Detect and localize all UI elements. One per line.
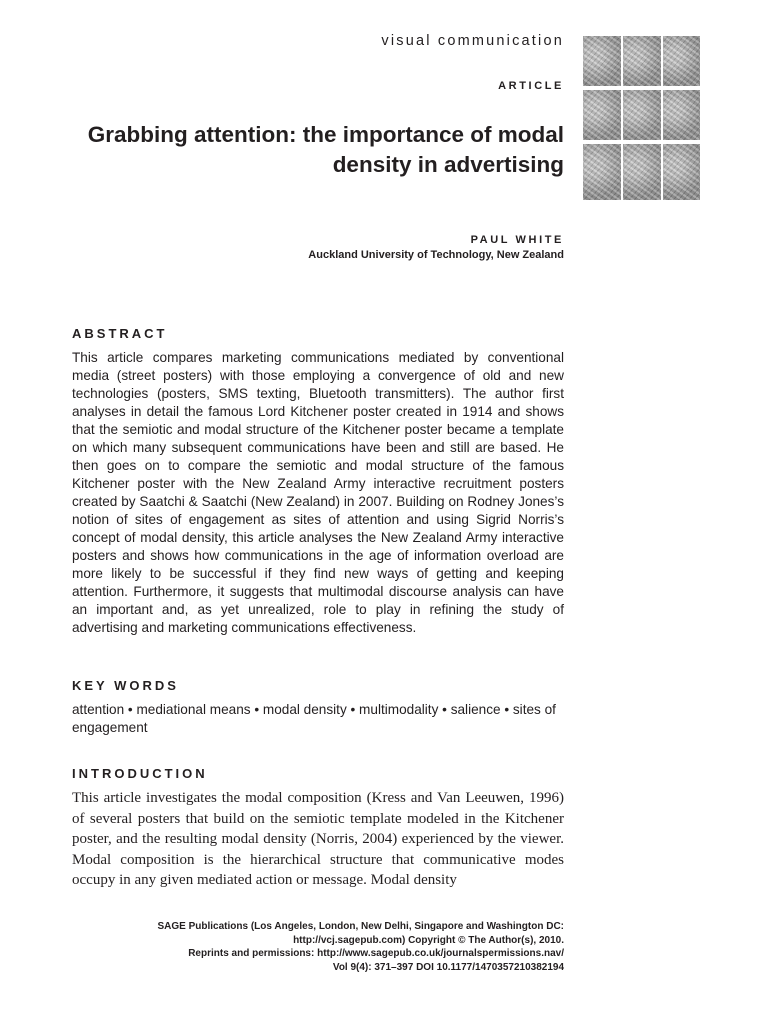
journal-name: visual communication	[381, 33, 564, 49]
footer-line-permissions: Reprints and permissions: http://www.sagepub.co.uk/journalspermissions.nav/	[188, 948, 564, 959]
image-tile	[663, 36, 700, 86]
footer-line-citation: Vol 9(4): 371–397 DOI 10.1177/1470357210382194	[332, 961, 564, 973]
abstract-heading: ABSTRACT	[72, 326, 168, 341]
keywords-text: attention • mediational means • modal density • multimodality • salience • sites of engagement	[72, 702, 556, 735]
footer-line-copyright: http://vcj.sagepub.com) Copyright © The Author(s), 2010.	[293, 934, 564, 946]
image-tile	[623, 36, 661, 86]
image-tile	[623, 144, 661, 200]
abstract-text: This article compares marketing communications mediated by conventional media (street posters) with those employing a convergence of old and new technologies (posters, SMS texting, Bluetooth transmitters). The author first analyses in detail the famous Lord Kitchener poster created in 1914 and shows that the semiotic and modal structure of the Kitchener poster became a template on which many subsequent communications have been and still are based. He then goes on to compare the semiotic and modal structure of the famous Kitchener poster with the New Zealand Army interactive recruitment posters created by Saatchi & Saatchi (New Zealand) in 2007. Building on Rodney Jones’s notion of sites of engagement as sites of attention and using Sigrid Norris’s concept of modal density, this article analyses the New Zealand Army interactive posters and shows how communications in the age of information overload are more likely to be successful if they find new ways of getting and keeping attention. Furthermore, it suggests that multimodal discourse analysis can have an important and, as yet unrealized, role to play in refining the study of advertising and marketing communications effectiveness.	[72, 350, 564, 635]
article-type-label: ARTICLE	[498, 80, 564, 92]
introduction-text: This article investigates the modal composition (Kress and Van Leeuwen, 1996) of several posters that build on the semiotic template modeled in the Kitchener poster, and the resulting modal density (Norris, 2004) experienced by the viewer. Modal composition is the hierarchical structure that communicative modes occupy in any given mediated action or message. Modal density	[72, 790, 564, 888]
image-tile	[663, 90, 700, 140]
author-affiliation: Auckland University of Technology, New Zealand	[308, 249, 564, 261]
article-title: Grabbing attention: the importance of modal density in advertising	[87, 122, 564, 177]
author-name: PAUL WHITE	[470, 234, 564, 246]
image-tile	[583, 90, 621, 140]
image-tile	[583, 144, 621, 200]
keywords-heading: KEY WORDS	[72, 678, 179, 693]
publisher-footer	[64, 920, 564, 974]
cover-image-grid	[583, 36, 700, 200]
image-tile	[623, 90, 661, 140]
footer-line-publisher: SAGE Publications (Los Angeles, London, New Delhi, Singapore and Washington DC:	[157, 921, 564, 932]
image-tile	[583, 36, 621, 86]
introduction-heading: INTRODUCTION	[72, 766, 208, 781]
image-tile	[663, 144, 700, 200]
